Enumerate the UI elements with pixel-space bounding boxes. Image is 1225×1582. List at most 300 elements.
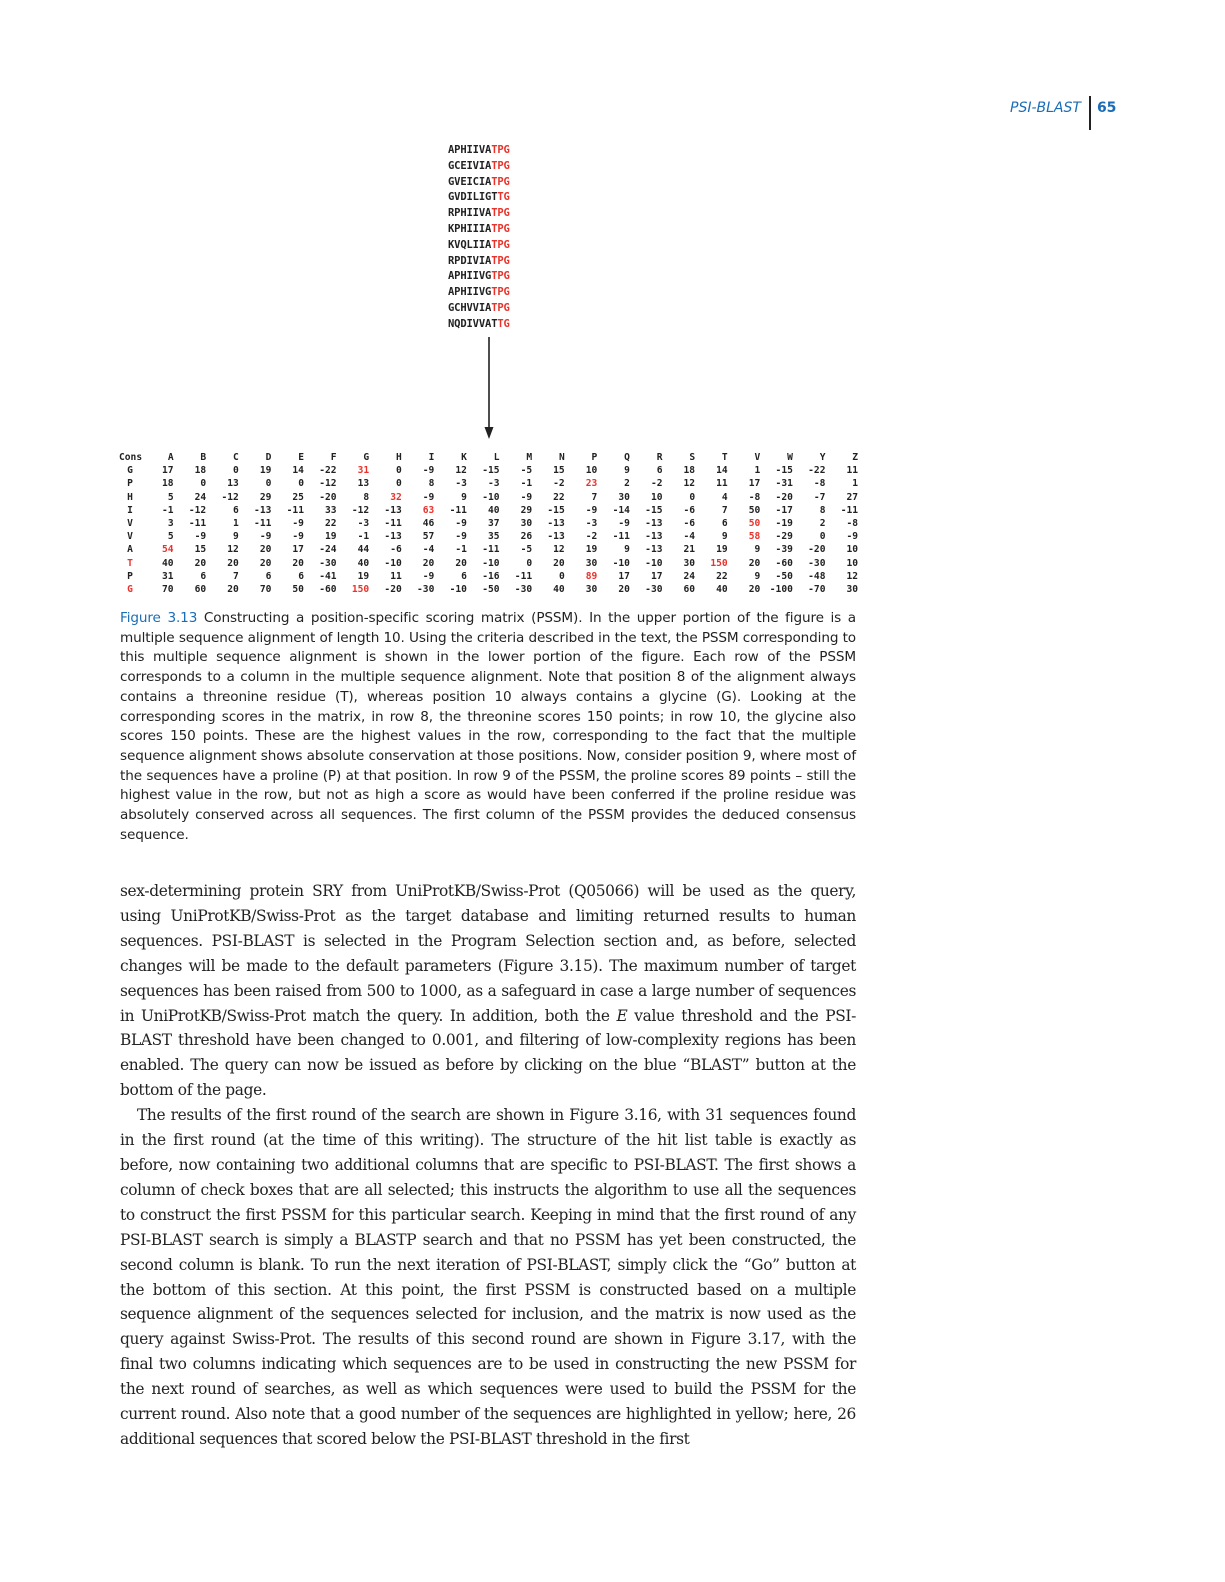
pssm-cell: 20 (455, 557, 467, 569)
pssm-cell: -20 (384, 583, 402, 595)
pssm-cell: -29 (775, 531, 793, 543)
pssm-cell: 17 (292, 544, 304, 556)
pssm-column-header: S (689, 452, 696, 463)
pssm-cell: 2 (819, 517, 826, 529)
pssm-column-header: C (233, 452, 239, 463)
pssm-column-header: B (200, 452, 207, 463)
pssm-consensus-residue: P (127, 478, 133, 490)
pssm-cell: -9 (422, 465, 435, 477)
pssm-cell: 32 (390, 491, 402, 503)
figure-label: Figure 3.13 (120, 610, 198, 626)
pssm-cell: 50 (748, 504, 761, 516)
sequence-prefix: KVQLIIA (448, 238, 492, 251)
pssm-cell: 12 (553, 544, 565, 556)
pssm-cell: 17 (162, 465, 174, 477)
pssm-cell: -1 (357, 531, 370, 543)
pssm-cell: -17 (775, 504, 793, 516)
pssm-cell: -22 (319, 465, 337, 477)
pssm-cell: -5 (520, 465, 533, 477)
pssm-cell: -60 (319, 583, 337, 595)
pssm-cell: -8 (813, 478, 826, 490)
pssm-cell: -6 (683, 517, 696, 529)
pssm-cell: -8 (846, 517, 859, 529)
pssm-header-cons: Cons (119, 452, 143, 463)
pssm-cell: 19 (585, 544, 598, 556)
alignment-sequence (448, 301, 510, 317)
sequence-conserved-residues: TPG (491, 159, 510, 172)
sequence-prefix: APHIIVG (448, 286, 492, 299)
pssm-cell: 18 (194, 465, 207, 477)
pssm-consensus-residue: A (127, 544, 133, 556)
down-arrow-icon (482, 337, 496, 440)
pssm-consensus-residue: G (127, 465, 133, 477)
pssm-cell: -9 (846, 531, 859, 543)
pssm-consensus-residue: T (127, 557, 133, 569)
sequence-prefix: RPHIIVA (448, 207, 492, 220)
pssm-cell: 1 (754, 465, 761, 477)
pssm-cell: 10 (846, 544, 859, 556)
pssm-cell: 31 (162, 570, 174, 582)
pssm-cell: 30 (585, 557, 598, 569)
pssm-cell: 31 (357, 465, 370, 477)
pssm-cell: -41 (319, 570, 337, 582)
paragraph-1-text-b: value threshold and the PSI-BLAST threshold have been changed to 0.001, and filtering of low-complexity regions has been enabled. The query can now be issued as before by clicking on the blue “BLAST” button at the bottom of the page. (120, 1006, 856, 1100)
pssm-cell: -13 (645, 544, 663, 556)
pssm-cell: 3 (167, 517, 174, 529)
pssm-cell: -9 (520, 491, 533, 503)
pssm-cell: 20 (748, 583, 761, 595)
alignment-sequence (448, 285, 510, 301)
pssm-cell: 17 (650, 570, 663, 582)
pssm-cell: -9 (585, 504, 598, 516)
alignment-sequence (448, 206, 510, 222)
pssm-cell: 1 (233, 517, 239, 529)
pssm-column-header: P (591, 452, 598, 463)
pssm-column-header: D (265, 452, 272, 463)
pssm-cell: -3 (357, 517, 370, 529)
pssm-consensus-residue: V (127, 531, 133, 543)
pssm-cell: 29 (259, 491, 272, 503)
alignment-sequence (448, 159, 510, 175)
pssm-cell: 9 (754, 570, 761, 582)
pssm-cell: -39 (775, 544, 793, 556)
alignment-sequence (448, 222, 510, 238)
pssm-cell: -12 (188, 504, 207, 516)
pssm-cell: 10 (650, 491, 663, 503)
pssm-cell: -48 (808, 570, 826, 582)
pssm-cell: 4 (721, 491, 728, 503)
pssm-consensus-residue: P (127, 570, 133, 582)
pssm-cell: 6 (656, 465, 663, 477)
pssm-cell: 15 (194, 544, 207, 556)
pssm-cell: 23 (585, 478, 598, 490)
pssm-cell: 14 (716, 465, 728, 477)
pssm-cell: 0 (689, 491, 696, 503)
pssm-cell: -5 (520, 544, 533, 556)
paragraph-1-text-a: sex-determining protein SRY from UniProtKB/Swiss-Prot (Q05066) will be used as the query, using UniProtKB/Swiss-Prot as the target database and limiting returned results to human sequences. PSI-BLAST is selected in the Program Selection section and, as before, selected changes will be made to the default parameters (Figure 3.15). The maximum number of target sequences has been raised from 500 to 1000, as a safeguard in case a large number of sequences in UniProtKB/Swiss-Prot match the query. In addition, both the (120, 882, 856, 1025)
pssm-cell: 8 (363, 491, 370, 503)
pssm-cell: -14 (612, 504, 630, 516)
pssm-cell: -50 (482, 583, 500, 595)
section-title: PSI-BLAST (1010, 100, 1081, 116)
pssm-cell: 0 (558, 570, 565, 582)
pssm-cell: 24 (194, 491, 207, 503)
pssm-cell: 6 (265, 570, 272, 582)
pssm-matrix (119, 451, 861, 596)
pssm-cell: 40 (716, 583, 728, 595)
pssm-cell: 70 (162, 583, 174, 595)
pssm-cell: -2 (585, 531, 598, 543)
pssm-cell: -6 (390, 544, 402, 556)
pssm-cell: -13 (384, 531, 402, 543)
pssm-cell: 1 (852, 478, 859, 490)
pssm-cell: 9 (461, 491, 467, 503)
pssm-cell: 8 (428, 478, 435, 490)
pssm-cell: 0 (819, 531, 826, 543)
pssm-cell: 40 (357, 557, 370, 569)
sequence-conserved-residues: TPG (491, 286, 510, 299)
pssm-cell: 21 (683, 544, 696, 556)
pssm-cell: 5 (167, 531, 174, 543)
pssm-cell: 9 (624, 544, 630, 556)
pssm-cell: -3 (585, 517, 598, 529)
pssm-cell: 89 (585, 570, 598, 582)
pssm-column-header: M (526, 452, 533, 463)
pssm-cell: -13 (645, 517, 663, 529)
pssm-cell: 6 (233, 504, 239, 516)
pssm-cell: -9 (259, 531, 272, 543)
pssm-cell: -2 (553, 478, 565, 490)
pssm-cell: -30 (645, 583, 663, 595)
pssm-cell: 50 (292, 583, 304, 595)
pssm-cell: -15 (775, 465, 793, 477)
pssm-cell: 7 (233, 570, 239, 582)
pssm-cell: 30 (618, 491, 630, 503)
pssm-cell: 20 (227, 557, 239, 569)
alignment-sequence (448, 143, 510, 159)
pssm-cell: 40 (487, 504, 500, 516)
pssm-cell: 9 (754, 544, 761, 556)
pssm-column-header: Q (624, 452, 630, 463)
pssm-cell: 70 (259, 583, 272, 595)
pssm-column-header: I (428, 452, 435, 463)
pssm-cell: 30 (520, 517, 533, 529)
pssm-cell: 27 (846, 491, 859, 503)
pssm-cell: -70 (808, 583, 826, 595)
pssm-cell: -30 (319, 557, 337, 569)
pssm-cell: 19 (357, 570, 370, 582)
pssm-cell: -13 (645, 531, 663, 543)
pssm-cell: -10 (384, 557, 402, 569)
pssm-row (119, 543, 861, 556)
alignment-sequence (448, 269, 510, 285)
pssm-cell: 18 (683, 465, 696, 477)
pssm-cell: 26 (520, 531, 533, 543)
pssm-cell: -2 (650, 478, 663, 490)
body-text (120, 879, 856, 1452)
pssm-cell: 17 (618, 570, 630, 582)
pssm-cell: 13 (357, 478, 370, 490)
sequence-prefix: GVDILIGT (448, 191, 498, 204)
pssm-cell: -9 (455, 517, 467, 529)
pssm-row (119, 491, 861, 504)
pssm-cell: 6 (721, 517, 728, 529)
pssm-cell: -9 (292, 517, 304, 529)
pssm-cell: 20 (422, 557, 435, 569)
pssm-cell: -13 (254, 504, 272, 516)
pssm-cell: -3 (487, 478, 500, 490)
pssm-row (119, 517, 861, 530)
pssm-cell: 29 (520, 504, 533, 516)
pssm-cell: 22 (716, 570, 728, 582)
pssm-cell: 14 (292, 465, 304, 477)
pssm-cell: -13 (547, 517, 565, 529)
alignment-sequence (448, 238, 510, 254)
pssm-cell: -6 (683, 504, 696, 516)
pssm-cell: -15 (645, 504, 663, 516)
pssm-cell: 20 (227, 583, 239, 595)
pssm-cell: 24 (683, 570, 696, 582)
pssm-row (119, 504, 861, 517)
paragraph-2: The results of the first round of the search are shown in Figure 3.16, with 31 sequences found in the first round (at the time of this writing). The structure of the hit list table is exactly as before, now containing two additional columns that are specific to PSI-BLAST. The first shows a column of check boxes that are all selected; this instructs the algorithm to use all the sequences to construct the first PSSM for this particular search. Keeping in mind that the first round of any PSI-BLAST search is simply a BLASTP search and that no PSSM has yet been constructed, the second column is blank. To run the next iteration of PSI-BLAST, simply click the “Go” button at the bottom of this section. At this point, the first PSSM is constructed based on a multiple sequence alignment of the sequences selected for inclusion, and the matrix is now used as the query against Swiss-Prot. The results of this second round are shown in Figure 3.17, with the final two columns indicating which sequences are to be used in constructing the new PSSM for the next round of searches, as well as which sequences were used to build the PSSM for the current round. Also note that a good number of the sequences are highlighted in yellow; here, 26 additional sequences that scored below the PSI-BLAST threshold in the first (120, 1106, 856, 1448)
pssm-cell: 33 (325, 504, 337, 516)
pssm-cell: 12 (846, 570, 859, 582)
pssm-cell: 37 (487, 517, 500, 529)
pssm-cell: 58 (748, 531, 761, 543)
pssm-column-header: H (395, 452, 402, 463)
pssm-consensus-residue: G (127, 583, 133, 595)
pssm-cell: -9 (292, 531, 304, 543)
pssm-cell: 9 (233, 531, 239, 543)
pssm-column-header: N (558, 452, 565, 463)
pssm-cell: 0 (395, 465, 402, 477)
sequence-prefix: APHIIVG (448, 270, 492, 283)
pssm-cell: 11 (716, 478, 728, 490)
pssm-cell: 46 (422, 517, 435, 529)
pssm-cell: -1 (520, 478, 533, 490)
pssm-cell: 22 (553, 491, 565, 503)
pssm-cell: 12 (227, 544, 239, 556)
pssm-consensus-residue: H (127, 491, 133, 503)
pssm-cell: -9 (455, 531, 467, 543)
pssm-cell: -24 (319, 544, 337, 556)
pssm-cell: -15 (547, 504, 565, 516)
pssm-cell: -9 (422, 491, 435, 503)
pssm-cell: -10 (482, 491, 500, 503)
alignment-sequence (448, 317, 510, 333)
alignment-sequence (448, 254, 510, 270)
pssm-cell: 20 (748, 557, 761, 569)
sequence-conserved-residues: TPG (491, 175, 510, 188)
pssm-cell: 50 (748, 517, 761, 529)
pssm-cell: 10 (585, 465, 598, 477)
pssm-cell: -11 (514, 570, 533, 582)
pssm-cell: 150 (710, 557, 728, 569)
pssm-cell: 8 (819, 504, 826, 516)
pssm-cell: 30 (846, 583, 859, 595)
sequence-conserved-residues: TG (497, 191, 510, 204)
pssm-cell: 0 (526, 557, 533, 569)
sequence-conserved-residues: TG (497, 317, 510, 330)
pssm-cell: 20 (553, 557, 565, 569)
pssm-cell: 11 (846, 465, 859, 477)
pssm-cell: 11 (390, 570, 402, 582)
alignment-sequence (448, 175, 510, 191)
pssm-cell: -7 (813, 491, 826, 503)
pssm-cell: -10 (449, 583, 467, 595)
pssm-cell: -10 (612, 557, 630, 569)
pssm-cell: -30 (514, 583, 533, 595)
sequence-conserved-residues: TPG (491, 238, 510, 251)
pssm-cell: 10 (846, 557, 859, 569)
pssm-cell: -10 (645, 557, 663, 569)
pssm-row (119, 477, 861, 490)
pssm-column-header: V (754, 452, 761, 463)
pssm-cell: 9 (721, 531, 728, 543)
sequence-prefix: KPHIIIA (448, 222, 492, 235)
pssm-column-header: K (461, 452, 467, 463)
pssm-cell: 35 (487, 531, 500, 543)
pssm-cell: 6 (461, 570, 467, 582)
pssm-column-header: A (167, 452, 174, 463)
pssm-cell: -11 (482, 544, 500, 556)
pssm-cell: -13 (547, 531, 565, 543)
pssm-cell: 40 (553, 583, 565, 595)
caption-text: Constructing a position-specific scoring matrix (PSSM). In the upper portion of the figure is a multiple sequence alignment of length 10. Using the criteria described in the text, the PSSM corresponding to this multiple sequence alignment is shown in the lower portion of the figure. Each row of the PSSM corresponds to a column in the multiple sequence alignment. Note that position 8 of the alignment always contains a threonine residue (T), whereas position 10 always contains a glycine (G). Looking at the corresponding scores in the matrix, in row 8, the threonine scores 150 points; in row 10, the glycine also scores 150 points. These are the highest values in the row, corresponding to the fact that the multiple sequence alignment shows absolute conservation at those positions. Now, consider position 9, where most of the sequences have a proline (P) at that position. In row 9 of the PSSM, the proline scores 89 points – still the highest value in the row, but not as high a score as would have been conferred if the proline residue was absolutely conserved across all sequences. The first column of the PSSM provides the deduced consensus sequence. (120, 610, 857, 843)
pssm-cell: -1 (162, 504, 174, 516)
pssm-column-header: W (787, 452, 793, 463)
pssm-cell: 30 (585, 583, 598, 595)
alignment-sequence (448, 190, 510, 206)
pssm-cell: 12 (683, 478, 696, 490)
pssm-cell: 17 (748, 478, 761, 490)
pssm-cell: -4 (422, 544, 435, 556)
pssm-cell: -19 (775, 517, 793, 529)
page-number: 65 (1096, 100, 1117, 116)
figure-caption (120, 609, 856, 845)
pssm-cell: -22 (808, 465, 826, 477)
pssm-cell: 6 (200, 570, 207, 582)
pssm-cell: 30 (683, 557, 696, 569)
pssm-column-header: T (721, 452, 728, 463)
pssm-cell: 150 (351, 583, 370, 595)
pssm-cell: 0 (298, 478, 304, 490)
pssm-cell: 19 (259, 465, 272, 477)
pssm-cell: -100 (769, 583, 793, 595)
pssm-row (119, 583, 861, 596)
pssm-cell: 25 (292, 491, 304, 503)
pssm-cell: -12 (319, 478, 337, 490)
pssm-cell: -20 (808, 544, 826, 556)
pssm-header-row (119, 451, 861, 464)
pssm-cell: -9 (422, 570, 435, 582)
pssm-cell: -20 (775, 491, 793, 503)
pssm-row (119, 464, 861, 477)
paragraph-1 (120, 879, 856, 1103)
pssm-cell: 22 (325, 517, 337, 529)
pssm-cell: -31 (775, 478, 793, 490)
sequence-conserved-residues: TPG (491, 301, 510, 314)
pssm-cell: -4 (683, 531, 696, 543)
sequence-conserved-residues: TPG (491, 207, 510, 220)
pssm-consensus-residue: I (127, 504, 133, 516)
pssm-cell: 7 (591, 491, 598, 503)
pssm-cell: -13 (384, 504, 402, 516)
pssm-cell: -11 (384, 517, 402, 529)
pssm-cell: -9 (618, 517, 630, 529)
pssm-cell: -11 (840, 504, 859, 516)
pssm-cell: 20 (259, 544, 272, 556)
pssm-column-header: G (363, 452, 370, 463)
pssm-cell: 0 (233, 465, 239, 477)
pssm-cell: -12 (351, 504, 370, 516)
sequence-prefix: NQDIVVAT (448, 317, 498, 330)
pssm-cell: 63 (422, 504, 435, 516)
pssm-cell: 54 (162, 544, 174, 556)
pssm-cell: 19 (716, 544, 728, 556)
pssm-column-header: F (330, 452, 337, 463)
pssm-cell: -11 (449, 504, 467, 516)
pssm-cell: -11 (188, 517, 207, 529)
pssm-cell: -1 (455, 544, 467, 556)
pssm-column-header: L (493, 452, 500, 463)
pssm-cell: 2 (624, 478, 630, 490)
pssm-cell: -20 (319, 491, 337, 503)
pssm-cell: 15 (553, 465, 565, 477)
pssm-cell: -10 (482, 557, 500, 569)
pssm-row (119, 530, 861, 543)
pssm-cell: 40 (162, 557, 174, 569)
sequence-prefix: APHIIVA (448, 144, 492, 156)
pssm-cell: -30 (808, 557, 826, 569)
pssm-cell: 12 (455, 465, 467, 477)
pssm-cell: 44 (357, 544, 370, 556)
pssm-cell: -60 (775, 557, 793, 569)
pssm-cell: 20 (292, 557, 304, 569)
running-header (1010, 96, 1116, 130)
multiple-sequence-alignment (448, 143, 510, 333)
pssm-cell: -50 (775, 570, 793, 582)
pssm-cell: 9 (624, 465, 630, 477)
pssm-cell: 60 (683, 583, 696, 595)
sequence-prefix: GCEIVIA (448, 159, 492, 172)
sequence-prefix: GVEICIA (448, 175, 492, 188)
pssm-cell: -9 (194, 531, 207, 543)
sequence-conserved-residues: TPG (491, 144, 510, 156)
pssm-cell: 7 (721, 504, 728, 516)
pssm-cell: 0 (200, 478, 207, 490)
pssm-cell: 18 (162, 478, 174, 490)
pssm-row (119, 570, 861, 583)
pssm-column-header: E (298, 452, 304, 463)
e-value-symbol: E (616, 1006, 628, 1025)
pssm-cell: -15 (482, 465, 500, 477)
pssm-cell: 6 (298, 570, 304, 582)
pssm-cell: 0 (265, 478, 272, 490)
pssm-cell: 20 (194, 557, 207, 569)
pssm-cell: 20 (259, 557, 272, 569)
pssm-column-header: Z (852, 452, 859, 463)
pssm-cell: 13 (227, 478, 239, 490)
pssm-cell: -12 (221, 491, 239, 503)
pssm-cell: -11 (612, 531, 630, 543)
sequence-conserved-residues: TPG (491, 270, 510, 283)
pssm-cell: -11 (254, 517, 272, 529)
pssm-cell: 5 (167, 491, 174, 503)
pssm-row (119, 557, 861, 570)
pssm-cell: -11 (286, 504, 304, 516)
pssm-consensus-residue: V (127, 517, 133, 529)
